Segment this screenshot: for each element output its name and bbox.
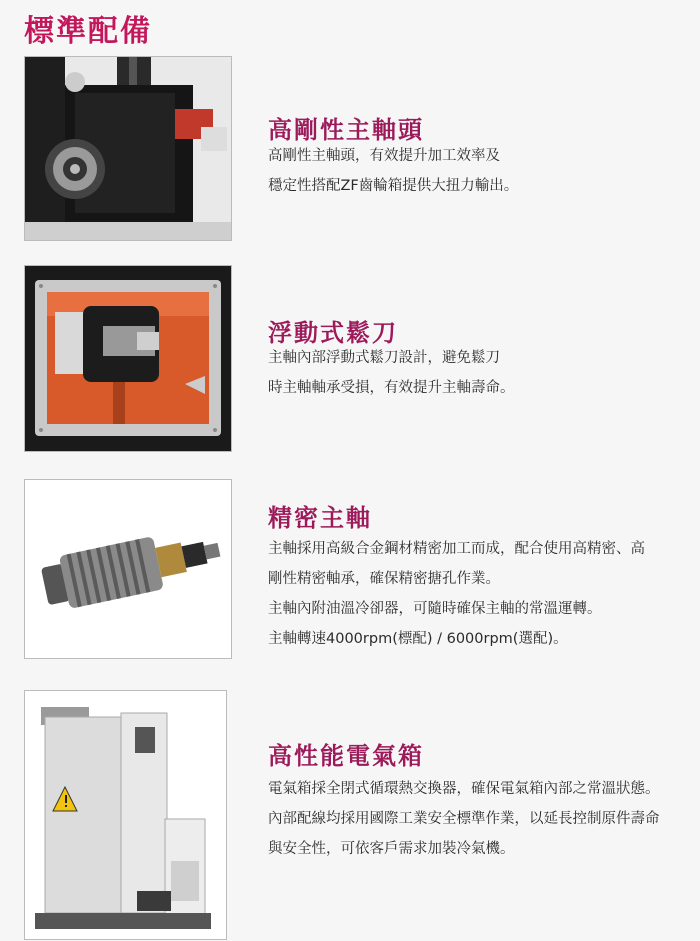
- feature-text-line: 時主軸軸承受損，有效提升主軸壽命。: [268, 380, 515, 396]
- feature-text-line: 高剛性主軸頭，有效提升加工效率及: [268, 148, 500, 164]
- feature-text-line: 剛性精密軸承，確保精密搪孔作業。: [268, 571, 500, 587]
- spindle-head-photo: [24, 56, 232, 241]
- feature-text-line: 主軸轉速4000rpm(標配) / 6000rpm(選配)。: [268, 631, 568, 647]
- feature-text-line: 穩定性搭配ZF齒輪箱提供大扭力輸出。: [268, 178, 519, 194]
- feature-text-line: 主軸內部浮動式鬆刀設計，避免鬆刀: [268, 350, 500, 366]
- feature-text-line: 內部配線均採用國際工業安全標準作業，以延長控制原件壽命: [268, 811, 660, 827]
- floating-tool-release-photo: [24, 265, 232, 452]
- page-title: 標準配備: [24, 14, 152, 49]
- feature-title: 高性能電氣箱: [268, 742, 424, 770]
- feature-title: 精密主軸: [268, 504, 372, 532]
- feature-text-line: 主軸內附油溫冷卻器，可隨時確保主軸的常溫運轉。: [268, 601, 602, 617]
- feature-text-line: 與安全性，可依客戶需求加裝冷氣機。: [268, 841, 515, 857]
- feature-text-line: 主軸採用高級合金鋼材精密加工而成，配合使用高精密、高: [268, 541, 645, 557]
- precision-spindle-photo: [24, 479, 232, 659]
- feature-text-line: 電氣箱採全閉式循環熱交換器，確保電氣箱內部之常溫狀態。: [268, 781, 660, 797]
- feature-title: 浮動式鬆刀: [268, 319, 398, 347]
- feature-title: 高剛性主軸頭: [268, 116, 424, 144]
- electrical-cabinet-photo: [24, 690, 227, 940]
